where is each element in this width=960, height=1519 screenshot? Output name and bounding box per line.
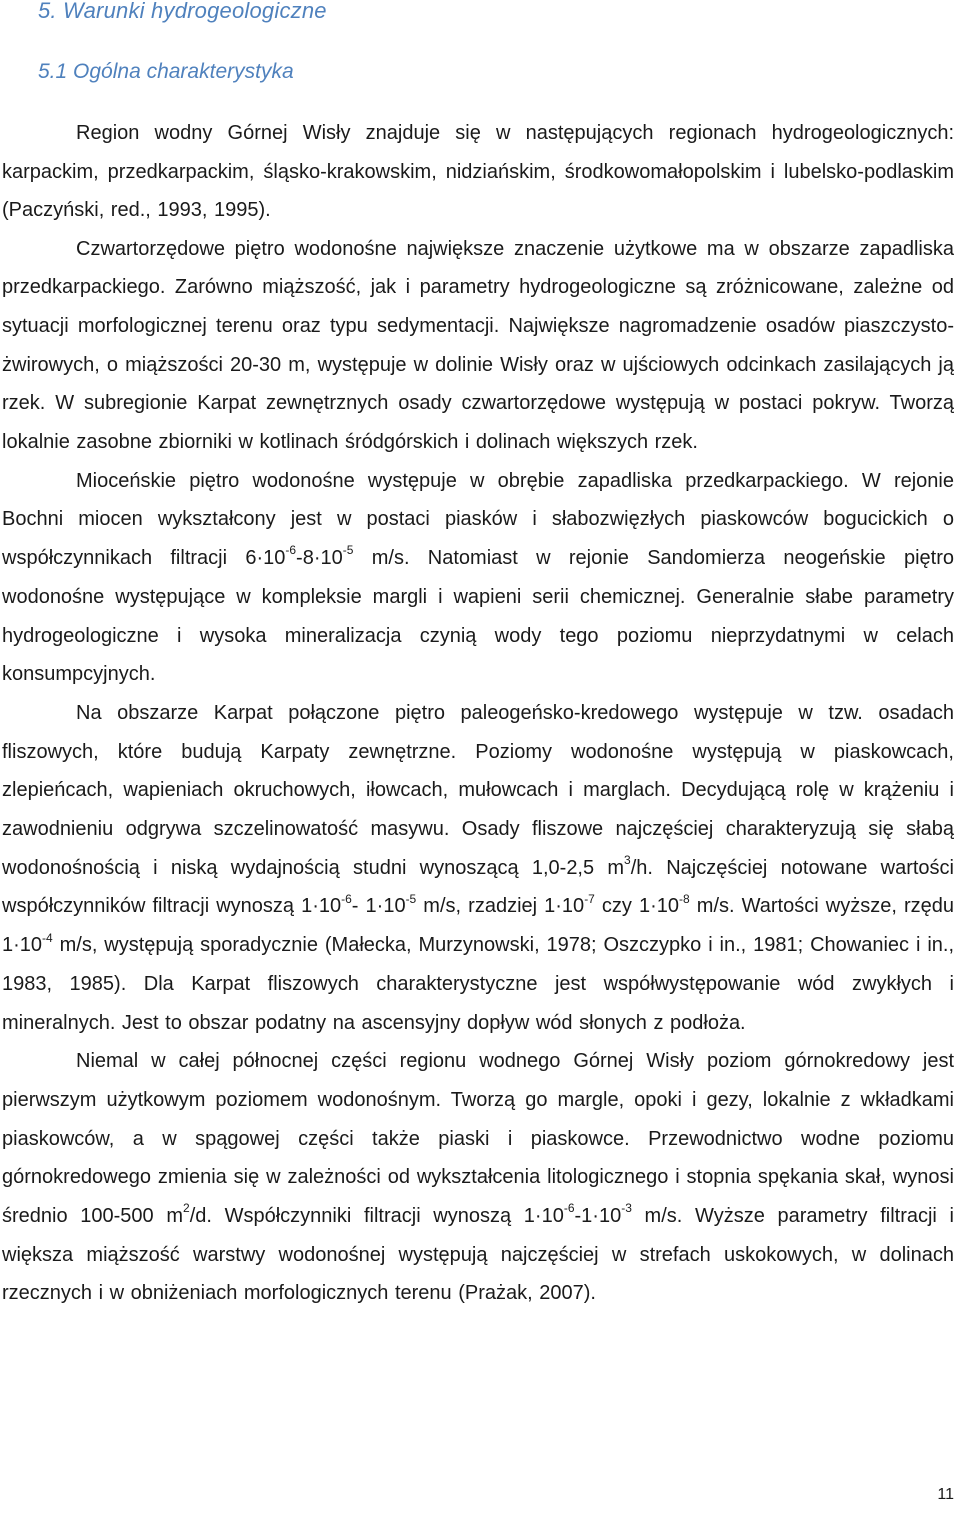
- section-heading: 5.1 Ogólna charakterystyka: [38, 60, 294, 83]
- exponent: -6: [563, 1201, 575, 1216]
- exponent: 3: [624, 853, 631, 868]
- paragraph-text: /h. Najczęściej notowane wartości współczynników filtracji wynoszą 1·10: [2, 856, 954, 918]
- paragraph-text: m/s. Wyższe parametry filtracji i większa miąższość warstwy wodonośnej występują najczęściej w strefach uskokowych, w dolinach rzecznych i w obniżeniach morfologicznych terenu (Prażak, 2007).: [2, 1205, 954, 1305]
- page-number: 11: [937, 1486, 954, 1503]
- paragraph-text: /d. Współczynniki filtracji wynoszą 1·10: [189, 1205, 564, 1228]
- paragraph-text: czy 1·10: [594, 895, 680, 918]
- exponent: 2: [183, 1201, 190, 1216]
- exponent: -6: [341, 891, 352, 906]
- paragraph-regions: [2, 114, 954, 230]
- exponent: -5: [405, 891, 417, 906]
- chapter-heading: 5. Warunki hydrogeologiczne: [38, 0, 327, 23]
- body-text: [2, 114, 954, 1313]
- paragraph-text: -8·10: [296, 547, 343, 570]
- paragraph-text: -1·10: [574, 1205, 622, 1228]
- paragraph-text: m/s. Natomiast w rejonie Sandomierza neogeńskie piętro wodonośne występujące w kompleksie margli i wapieni serii chemicznej. Generalnie słabe parametry hydrogeologiczne i wysoka mineralizacja czynią wody tego poziomu nieprzydatnymi w celach konsumpcyjnych.: [2, 547, 954, 686]
- paragraph-text: Mioceńskie piętro wodonośne występuje w obrębie zapadliska przedkarpackiego. W rejonie Bochni miocen wykształcony jest w postaci piasków i słabozwięzłych piaskowców bogucickich o współczynnikach filtracji 6·10: [2, 469, 954, 570]
- exponent: -4: [42, 930, 53, 945]
- exponent: -7: [584, 891, 595, 906]
- paragraph-quaternary: [2, 230, 954, 462]
- paragraph-upper-cretaceous: [2, 1042, 954, 1313]
- paragraph-text: Niemal w całej północnej części regionu wodnego Górnej Wisły poziom górnokredowy jest pierwszym użytkowym poziomem wodonośnym. Tworzą go margle, opoki i gezy, lokalnie z wkładkami piaskowców, a w spągowej części także piaski i piaskowce. Przewodnictwo wodne poziomu górnokredowego zmienia się w zależności od wykształcenia litologicznego i stopnia spękania skał, wynosi średnio 100-500 m: [2, 1050, 954, 1228]
- paragraph-miocene: [2, 462, 954, 694]
- paragraph-text: Czwartorzędowe piętro wodonośne największe znaczenie użytkowe ma w obszarze zapadliska przedkarpackiego. Zarówno miąższość, jak i parametry hydrogeologiczne są zróżnicowane, zależne od sytuacji morfologicznej terenu oraz typu sedymentacji. Największe nagromadzenie osadów piaszczysto-żwirowych, o miąższości 20-30 m, występuje w dolinie Wisły oraz w ujściowych odcinkach zasilających ją rzek. W subregionie Karpat zewnętrznych osady czwartorzędowe występują w postaci pokryw. Tworzą lokalnie zasobne zbiorniki w kotlinach śródgórskich i dolinach większych rzek.: [2, 237, 954, 454]
- paragraph-flysch: [2, 694, 954, 1042]
- exponent: -8: [679, 891, 690, 906]
- paragraph-text: m/s, występują sporadycznie (Małecka, Murzynowski, 1978; Oszczypko i in., 1981; Chowaniec i in., 1983, 1985). Dla Karpat fliszowych charakterystyczne jest współwystępowanie wód zwykłych i mineralnych. Jest to obszar podatny na ascensyjny dopływ wód słonych z podłoża.: [2, 934, 954, 1034]
- exponent: -5: [342, 543, 354, 558]
- paragraph-text: Region wodny Górnej Wisły znajduje się w następujących regionach hydrogeologicznych: karpackim, przedkarpackim, śląsko-krakowskim, nidziańskim, środkowomałopolskim i lubelsko-podlaskim (Paczyński, red., 1993, 1995).: [2, 122, 954, 221]
- paragraph-text: m/s, rzadziej 1·10: [416, 895, 585, 918]
- paragraph-text: Na obszarze Karpat połączone piętro paleogeńsko-kredowego występuje w tzw. osadach fliszowych, które budują Karpaty zewnętrzne. Poziomy wodonośne występują w piaskowcach, zlepieńcach, wapieniach okruchowych, iłowcach, mułowcach i marglach. Decydującą rolę w krążeniu i zawodnieniu odgrywa szczelinowatość masywu. Osady fliszowe najczęściej charakteryzują się słabą wodonośnością i niską wydajnością studni wynoszącą 1,0-2,5 m: [2, 701, 954, 879]
- exponent: -6: [285, 543, 297, 558]
- paragraph-text: m/s. Wartości wyższe, rzędu 1·10: [2, 895, 954, 957]
- exponent: -3: [621, 1201, 632, 1216]
- paragraph-text: - 1·10: [351, 895, 406, 918]
